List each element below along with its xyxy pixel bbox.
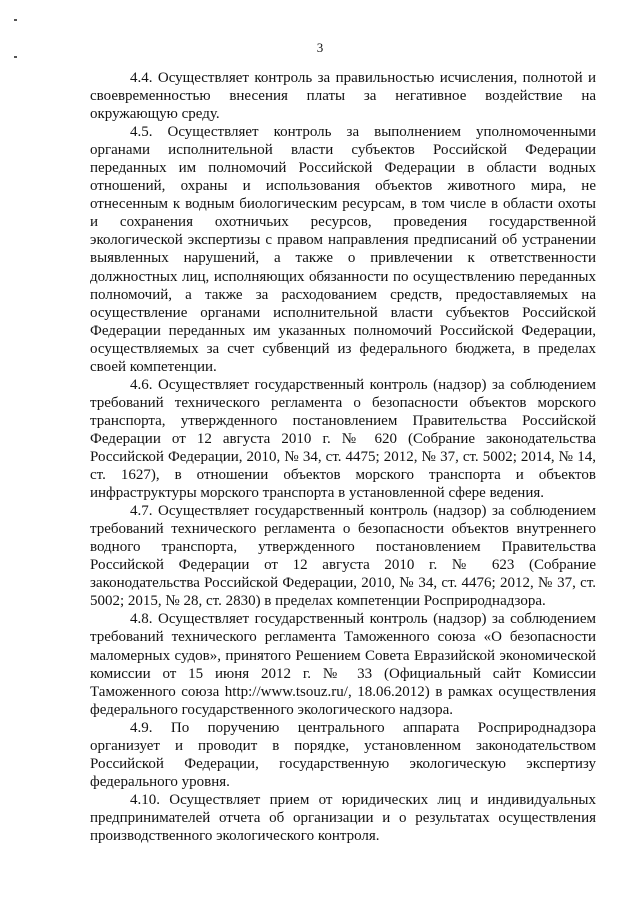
scan-speck <box>14 56 17 58</box>
paragraph-4-8: 4.8. Осуществляет государственный контроль (надзор) за соблюдением требований технического регламента Таможенного союза «О безопасности маломерных судов», принятого Решением Совета Евразийской экономической комиссии от 15 июня 2012 г. № 33 (Официальный сайт Комиссии Таможенного союза http://www.tsouz.ru/, 18.06.2012) в рамках осуществления федерального государственного экологического надзора. <box>90 611 596 718</box>
paragraph-4-4: 4.4. Осуществляет контроль за правильностью исчисления, полнотой и своевременностью внесения платы за негативное воздействие на окружающую среду. <box>90 70 596 123</box>
document-body <box>90 69 596 845</box>
paragraph-4-5: 4.5. Осуществляет контроль за выполнением уполномоченными органами исполнительной власти субъектов Российской Федерации переданных им полномочий Российской Федерации в области водных отношений, охраны и использования объектов животного мира, не отнесенным к водным биологическим ресурсам, в том числе в области охоты и сохранения охотничьих ресурсов, проведения государственной экологической экспертизы с правом направления предписаний об устранении выявленных нарушений, а также о привлечении к ответственности должностных лиц, исполняющих обязанности по осуществлению переданных полномочий, а также за расходованием средств, предоставляемых на осуществление органами исполнительной власти субъектов Российской Федерации переданных им указанных полномочий Российской Федерации, осуществляемых за счет субвенций из федерального бюджета, в пределах своей компетенции. <box>90 124 596 375</box>
page-number: 3 <box>316 40 324 55</box>
paragraph-4-9: 4.9. По поручению центрального аппарата Росприроднадзора организует и проводит в порядке, установленном законодательством Российской Федерации, государственную экологическую экспертизу федерального уровня. <box>90 719 596 790</box>
paragraph-4-6: 4.6. Осуществляет государственный контроль (надзор) за соблюдением требований технического регламента о безопасности объектов морского транспорта, утвержденного постановлением Правительства Российской Федерации от 12 августа 2010 г. № 620 (Собрание законодательства Российской Федерации, 2010, № 34, ст. 4475; 2012, № 37, ст. 5002; 2014, № 14, ст. 1627), в отношении объектов морского транспорта и объектов инфраструктуры морского транспорта в установленной сфере ведения. <box>90 376 596 502</box>
paragraph-4-7: 4.7. Осуществляет государственный контроль (надзор) за соблюдением требований технического регламента о безопасности объектов внутреннего водного транспорта, утвержденного постановлением Правительства Российской Федерации от 12 августа 2010 г. № 623 (Собрание законодательства Российской Федерации, 2010, № 34, ст. 4476; 2012, № 37, ст. 5002; 2015, № 28, ст. 2830) в пределах компетенции Росприроднадзора. <box>90 503 596 610</box>
scan-speck <box>14 19 17 21</box>
paragraph-4-10: 4.10. Осуществляет прием от юридических лиц и индивидуальных предпринимателей отчета об организации и о результатах осуществления производственного экологического контроля. <box>90 791 596 844</box>
